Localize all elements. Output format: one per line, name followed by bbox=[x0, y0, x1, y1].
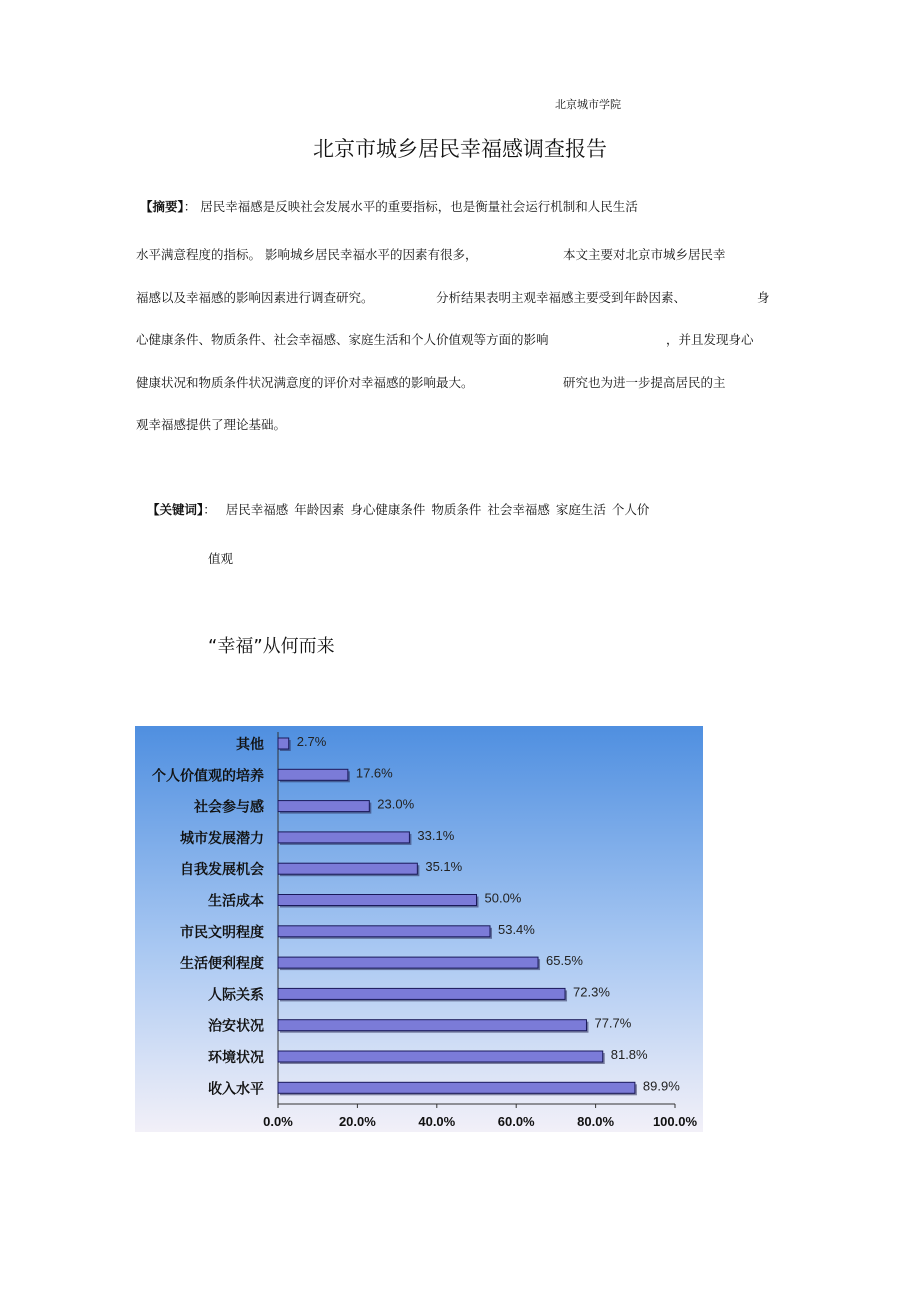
bar bbox=[278, 957, 538, 968]
value-label: 77.7% bbox=[594, 1015, 632, 1031]
value-label: 2.7% bbox=[296, 734, 327, 749]
category-label: 收入水平 bbox=[208, 1081, 264, 1098]
keywords-line bbox=[147, 500, 655, 518]
x-tick-label: 40.0% bbox=[418, 1114, 456, 1129]
category-label: 生活成本 bbox=[208, 893, 264, 910]
x-tick-label: 100.0% bbox=[652, 1114, 698, 1129]
value-label: 81.8% bbox=[610, 1047, 648, 1062]
keyword-item: 个人价 bbox=[611, 502, 650, 517]
keyword-item: 居民幸福感 bbox=[225, 502, 289, 517]
bar bbox=[278, 863, 417, 874]
abstract-label: 【摘要】 bbox=[140, 199, 184, 214]
category-label: 自我发展机会 bbox=[180, 862, 264, 879]
keyword-item: 身心健康条件 bbox=[350, 502, 426, 517]
abstract-line-4a: 心健康条件、物质条件、社会幸福感、家庭生活和个人价值观等方面的影响 bbox=[136, 332, 549, 347]
keyword-item: 家庭生活 bbox=[555, 502, 606, 517]
keywords-label: 【关键词】 bbox=[147, 502, 204, 517]
category-label: 个人价值观的培养 bbox=[152, 768, 264, 785]
abstract-line-3b: 分析结果表明主观幸福感主要受到年龄因素、 bbox=[436, 290, 687, 305]
category-label: 市民文明程度 bbox=[180, 924, 264, 941]
institution-name: 北京城市学院 bbox=[555, 98, 621, 111]
keywords-sep: ： bbox=[203, 502, 216, 517]
abstract-line-1 bbox=[140, 197, 638, 215]
value-label: 50.0% bbox=[484, 890, 522, 906]
keyword-item: 年龄因素 bbox=[294, 502, 345, 517]
section-heading: “幸福”从何而来 bbox=[208, 636, 335, 657]
bar bbox=[278, 769, 348, 780]
abstract-line-5a: 健康状况和物质条件状况满意度的评价对幸福感的影响最大。 bbox=[136, 375, 474, 390]
category-label: 社会参与感 bbox=[194, 799, 264, 816]
value-label: 23.0% bbox=[377, 796, 415, 812]
abstract-line-5b: 研究也为进一步提高居民的主 bbox=[563, 375, 726, 390]
value-label: 53.4% bbox=[497, 921, 535, 937]
keyword-item: 社会幸福感 bbox=[487, 502, 550, 517]
abstract-line-2a: 水平满意程度的指标。 影响城乡居民幸福水平的因素有很多， bbox=[136, 247, 478, 262]
page-title: 北京市城乡居民幸福感调查报告 bbox=[313, 137, 607, 161]
bar bbox=[278, 832, 409, 843]
bar bbox=[278, 926, 490, 937]
x-tick-label: 20.0% bbox=[338, 1114, 376, 1129]
abstract-line-2b: 本文主要对北京市城乡居民幸 bbox=[563, 247, 726, 262]
value-label: 17.6% bbox=[355, 765, 393, 781]
x-tick-label: 80.0% bbox=[577, 1114, 615, 1129]
category-label: 生活便利程度 bbox=[180, 956, 264, 973]
category-label: 其他 bbox=[236, 737, 264, 753]
x-tick-label: 60.0% bbox=[497, 1114, 535, 1129]
bar bbox=[278, 1020, 586, 1031]
value-label: 33.1% bbox=[417, 827, 455, 843]
value-label: 72.3% bbox=[573, 984, 610, 1000]
abstract-line-3c: 身 bbox=[757, 290, 770, 305]
abstract-line-3a: 福感以及幸福感的影响因素进行调查研究。 bbox=[136, 290, 374, 305]
keywords-wrap: 值观 bbox=[208, 551, 234, 566]
bar bbox=[278, 895, 477, 906]
factors-bar-chart bbox=[135, 726, 703, 1132]
bar bbox=[278, 738, 289, 749]
category-label: 城市发展潜力 bbox=[180, 830, 264, 847]
abstract-text: ： 居民幸福感是反映社会发展水平的重要指标，也是衡量社会运行机制和人民生活 bbox=[183, 199, 638, 214]
category-label: 治安状况 bbox=[208, 1018, 264, 1035]
x-tick-label: 0.0% bbox=[263, 1114, 293, 1129]
bar bbox=[278, 801, 369, 812]
abstract-line-6: 观幸福感提供了理论基础。 bbox=[136, 417, 287, 432]
category-label: 人际关系 bbox=[208, 987, 264, 1004]
bar bbox=[278, 1051, 603, 1062]
value-label: 65.5% bbox=[546, 953, 583, 969]
abstract-line-4b: ，并且发现身心 bbox=[666, 332, 754, 347]
value-label: 89.9% bbox=[642, 1078, 680, 1094]
keyword-item: 物质条件 bbox=[431, 502, 482, 517]
bar bbox=[278, 1082, 635, 1093]
value-label: 35.1% bbox=[425, 859, 463, 875]
bar bbox=[278, 988, 565, 999]
category-label: 环境状况 bbox=[208, 1050, 264, 1066]
